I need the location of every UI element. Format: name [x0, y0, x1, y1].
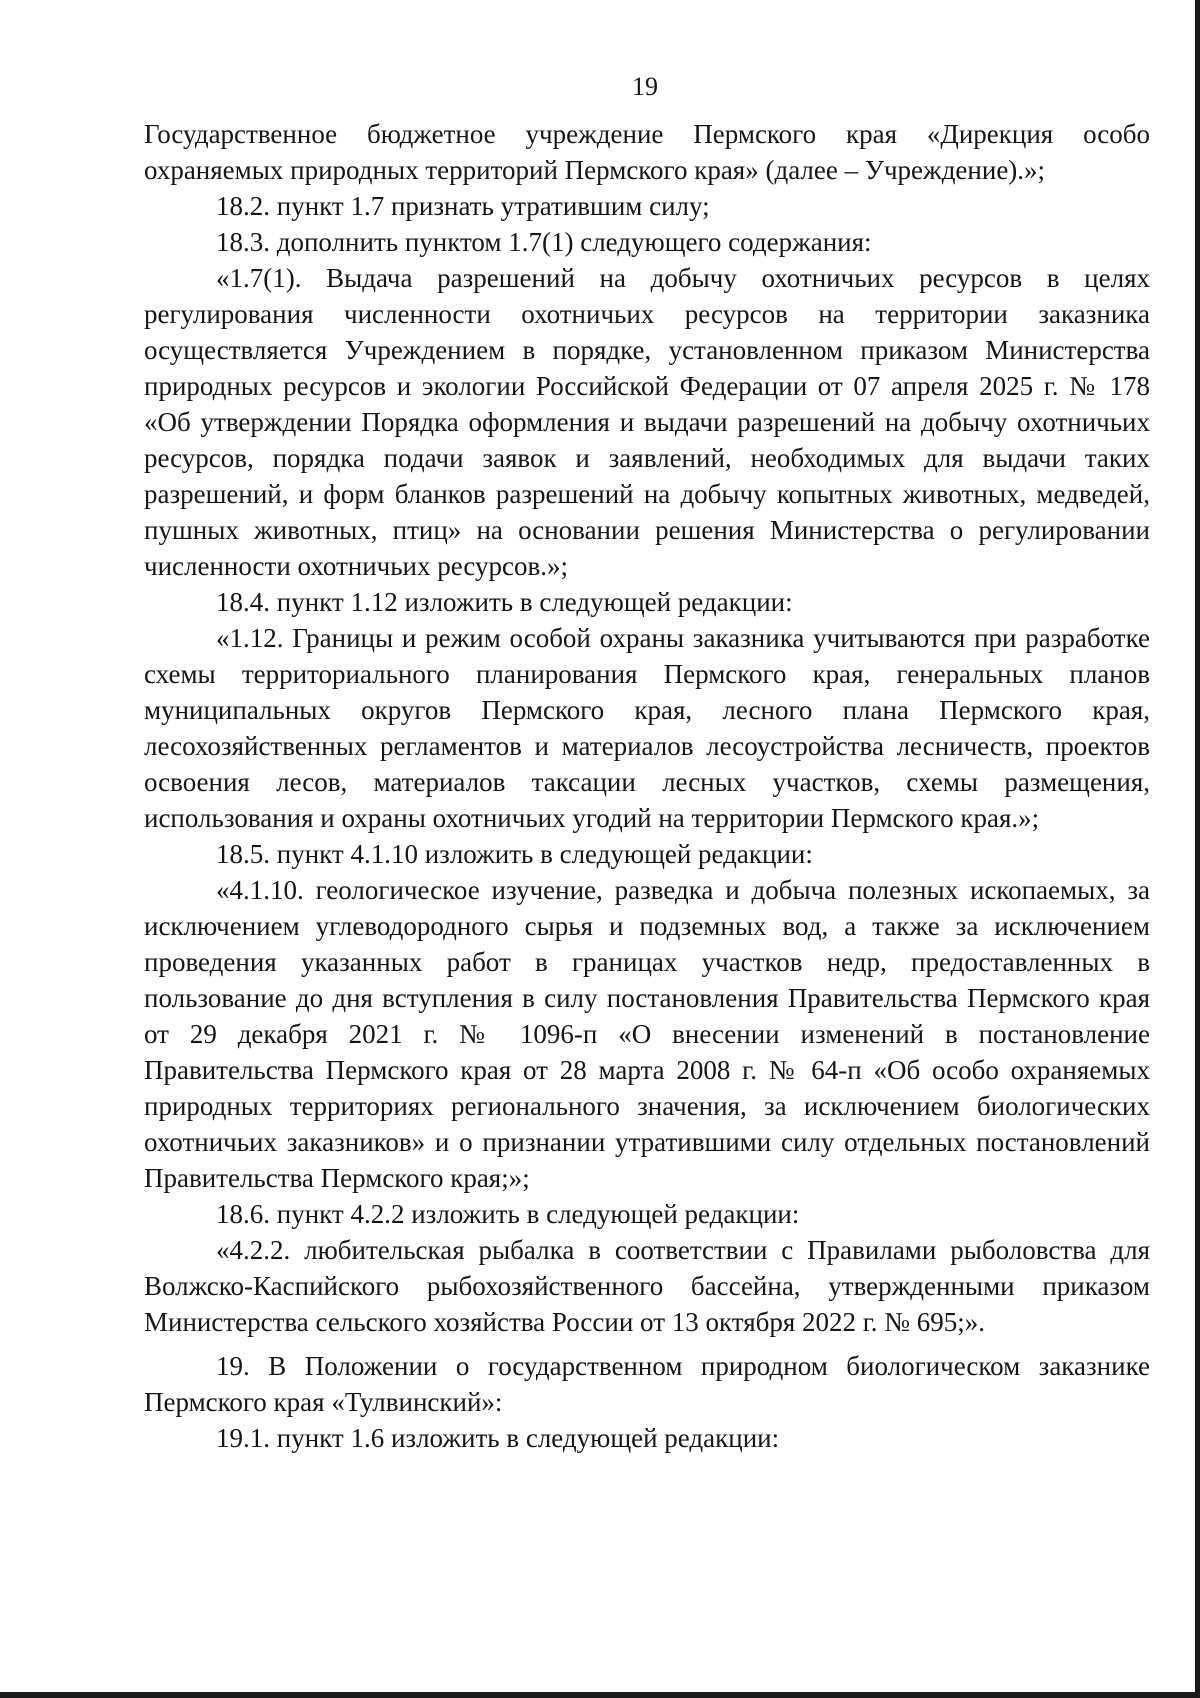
- clause-18-4: 18.4. пункт 1.12 изложить в следующей редакции:: [216, 587, 793, 617]
- clause-4-2-2-text: «4.2.2. любительская рыбалка в соответствии с Правилами рыболовства для Волжско-Каспийского рыбохозяйственного бассейна, утвержденными приказом Министерства сельского хозяйства России от 13 октября 2022 г. № 695;».: [144, 1235, 1150, 1337]
- clause-1-12-text: «1.12. Границы и режим особой охраны заказника учитываются при разработке схемы территориального планирования Пермского края, генеральных планов муниципальных округов Пермского края, лесного плана Пермского края, лесохозяйственных регламентов и материалов лесоустройства лесничеств, проектов освоения лесов, материалов таксации лесных участков, схемы размещения, использования и охраны охотничьих угодий на территории Пермского края.»;: [144, 623, 1150, 833]
- scan-edge-bottom: [0, 1692, 1200, 1698]
- clause-19: 19. В Положении о государственном природном биологическом заказнике Пермского края «Тулвинский»:: [144, 1351, 1150, 1417]
- clause-18-2: 18.2. пункт 1.7 признать утратившим силу;: [216, 191, 710, 221]
- clause-19-1: 19.1. пункт 1.6 изложить в следующей редакции:: [216, 1423, 780, 1453]
- page-number: 19: [632, 72, 658, 101]
- document-body: [144, 116, 1150, 1456]
- paragraph-continuation: Государственное бюджетное учреждение Пермского края «Дирекция особо охраняемых природных территорий Пермского края» (далее – Учреждение).»;: [144, 119, 1150, 185]
- clause-18-6: 18.6. пункт 4.2.2 изложить в следующей редакции:: [216, 1199, 800, 1229]
- clause-1-7-1-text: «1.7(1). Выдача разрешений на добычу охотничьих ресурсов в целях регулирования численности охотничьих ресурсов на территории заказника осуществляется Учреждением в порядке, установленном приказом Министерства природных ресурсов и экологии Российской Федерации от 07 апреля 2025 г. № 178 «Об утверждении Порядка оформления и выдачи разрешений на добычу охотничьих ресурсов, порядка подачи заявок и заявлений, необходимых для выдачи таких разрешений, и форм бланков разрешений на добычу копытных животных, медведей, пушных животных, птиц» на основании решения Министерства о регулировании численности охотничьих ресурсов.»;: [144, 263, 1150, 581]
- scan-edge-right: [1195, 0, 1200, 1698]
- clause-18-3: 18.3. дополнить пунктом 1.7(1) следующего содержания:: [216, 227, 872, 257]
- clause-18-5: 18.5. пункт 4.1.10 изложить в следующей редакции:: [216, 839, 813, 869]
- clause-4-1-10-text: «4.1.10. геологическое изучение, разведка и добыча полезных ископаемых, за исключением углеводородного сырья и подземных вод, а также за исключением проведения указанных работ в границах участков недр, предоставленных в пользование до дня вступления в силу постановления Правительства Пермского края от 29 декабря 2021 г. № 1096-п «О внесении изменений в постановление Правительства Пермского края от 28 марта 2008 г. № 64-п «Об особо охраняемых природных территориях регионального значения, за исключением биологических охотничьих заказников» и о признании утратившими силу отдельных постановлений Правительства Пермского края;»;: [144, 875, 1150, 1193]
